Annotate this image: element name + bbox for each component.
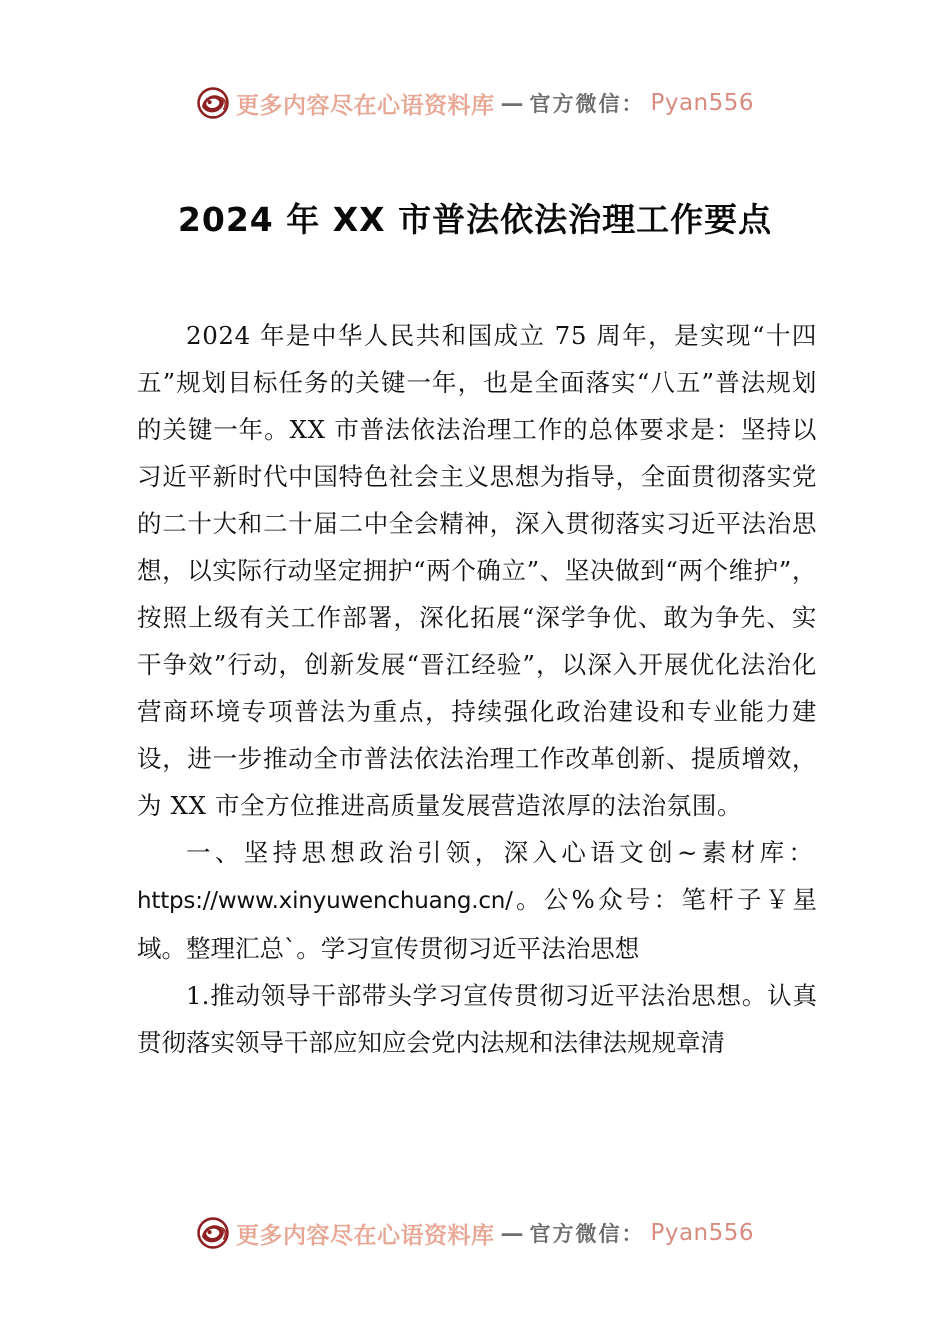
header-watermark	[0, 86, 950, 120]
watermark-wechat-label: 官方微信：	[529, 91, 645, 116]
fish-seal-logo-icon	[196, 86, 230, 120]
section-heading-one-prefix: 一、坚持思想政治引领，深入心语文创~素材库：	[186, 838, 817, 867]
watermark-main-text: 更多内容尽在心语资料库	[235, 91, 495, 119]
fish-seal-logo-icon	[196, 1216, 230, 1250]
paragraph-overview: 2024 年是中华人民共和国成立 75 周年，是实现“十四五”规划目标任务的关键一年，也是全面落实“八五”普法规划的关键一年。XX 市普法依法治理工作的总体要求是：坚持以习近平新时代中国特色社会主义思想为指导，全面贯彻落实党的二十大和二十届二中全会精神，深入贯彻落实习近平法治思想，以实际行动坚定拥护“两个确立”、坚决做到“两个维护”，按照上级有关工作部署，深化拓展“深学争优、敢为争先、实干争效”行动，创新发展“晋江经验”，以深入开展优化法治化营商环境专项普法为重点，持续强化政治建设和专业能力建设，进一步推动全市普法依法治理工作改革创新、提质增效，为 XX 市全方位推进高质量发展营造浓厚的法治氛围。	[137, 321, 817, 820]
watermark-main-text: 更多内容尽在心语资料库	[235, 1221, 495, 1249]
watermark-dash: —	[500, 89, 524, 117]
list-item-1: 1.推动领导干部带头学习宣传贯彻习近平法治思想。认真贯彻落实领导干部应知应会党内法规和法律法规规章清	[137, 981, 817, 1057]
watermark-wechat-label: 官方微信：	[529, 1221, 645, 1246]
section-heading-one-url[interactable]: https://www.xinyuwenchuang.cn/	[137, 888, 513, 914]
watermark-wechat-id: Pyan556	[650, 1220, 755, 1246]
section-heading-one-suffix: 。公%众号：笔杆子￥星域。整理汇总`。学习宣传贯彻习近平法治思想	[137, 885, 817, 963]
page-title: 2024 年 XX 市普法依法治理工作要点	[177, 200, 773, 240]
watermark-wechat-id: Pyan556	[650, 90, 755, 116]
section-heading-one	[137, 829, 817, 972]
document-body	[137, 312, 817, 1066]
footer-watermark	[0, 1216, 950, 1250]
watermark-dash: —	[500, 1219, 524, 1247]
